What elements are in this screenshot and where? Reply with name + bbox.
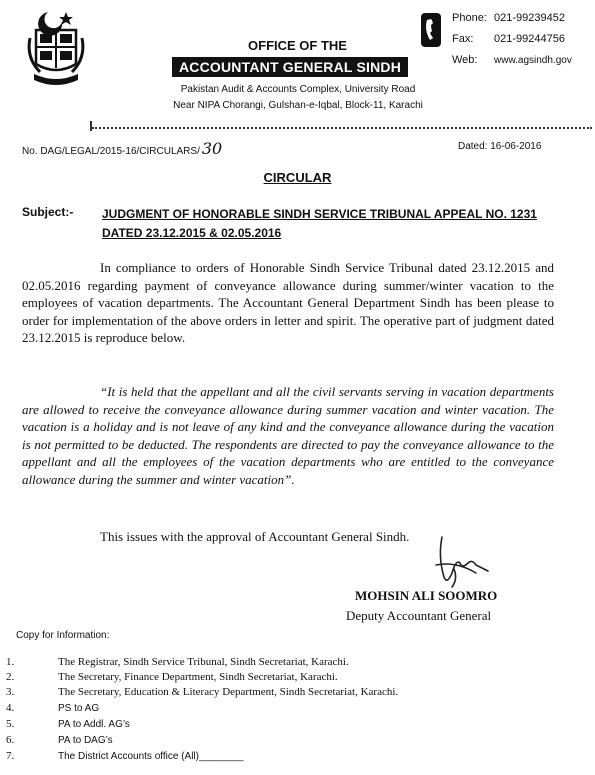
list-item: 1. The Registrar, Sindh Service Tribunal, Sindh Secretariat, Karachi. bbox=[6, 656, 349, 668]
telephone-icon bbox=[420, 12, 442, 48]
body-paragraph: In compliance to orders of Honorable Sindh Service Tribunal dated 23.12.2015 and 02.05.2016 regarding payment of conveyance allowance during summer/winter vacation to the employees of vacation departments. The Accountant General Department Sindh has been please to order for implementation of the above orders in letter and spirit. The operative part of judgment dated 23.12.2015 is reproduce below. bbox=[22, 260, 554, 345]
header-divider bbox=[92, 127, 592, 129]
list-item: 2. The Secretary, Finance Department, Sindh Secretariat, Karachi. bbox=[6, 671, 338, 683]
list-item: 6. PA to DAG’s bbox=[6, 734, 113, 746]
office-title: OFFICE OF THE bbox=[248, 38, 347, 53]
phone-number: Phone: 021-99239452 bbox=[452, 12, 565, 24]
copy-for-information-label: Copy for Information: bbox=[16, 630, 110, 641]
address-line-2: Near NIPA Chorangi, Gulshan-e-Iqbal, Block-11, Karachi bbox=[173, 100, 423, 111]
divider-start bbox=[90, 121, 92, 131]
document-title: CIRCULAR bbox=[263, 170, 332, 185]
handwritten-number: 30 bbox=[201, 139, 223, 158]
issue-date: Dated: 16-06-2016 bbox=[458, 141, 542, 152]
closing-line: This issues with the approval of Accountant General Sindh. bbox=[100, 529, 410, 544]
list-item: 7. The District Accounts office (All)________ bbox=[6, 750, 244, 762]
fax-number: Fax: 021-99244756 bbox=[452, 33, 565, 45]
handwritten-signature bbox=[424, 535, 494, 590]
reference-number: No. DAG/LEGAL/2015-16/CIRCULARS/ 30 bbox=[22, 139, 223, 158]
judgment-quote: “It is held that the appellant and all the civil servants serving in vacation departments are allowed to receive the conveyance allowance during summer vacation and winter vacation. The vacation is a holiday and is not leave of any kind and the conveyance allowance during the vacation is not permitted to be deducted. The respondents are directed to pay the conveyance allowance to the appellant and all the employees of the vacation departments who are entitled to the conveyance allowance during the summer and winter vacation”. bbox=[22, 384, 554, 487]
department-banner: ACCOUNTANT GENERAL SINDH bbox=[172, 57, 408, 77]
signatory-name: MOHSIN ALI SOOMRO bbox=[355, 588, 498, 603]
list-item: 3. The Secretary, Education & Literacy Department, Sindh Secretariat, Karachi. bbox=[6, 686, 399, 698]
subject-text: JUDGMENT OF HONORABLE SINDH SERVICE TRIBUNAL APPEAL NO. 1231 DATED 23.12.2015 & 02.05.2016 bbox=[102, 207, 537, 240]
address-line-1: Pakistan Audit & Accounts Complex, University Road bbox=[180, 84, 416, 95]
signatory-designation: Deputy Accountant General bbox=[346, 608, 492, 623]
list-item: 5. PA to Addl. AG’s bbox=[6, 718, 130, 730]
website: Web: www.agsindh.gov bbox=[452, 54, 572, 66]
subject-label: Subject:- bbox=[22, 205, 74, 219]
list-item: 4. PS to AG bbox=[6, 702, 100, 714]
